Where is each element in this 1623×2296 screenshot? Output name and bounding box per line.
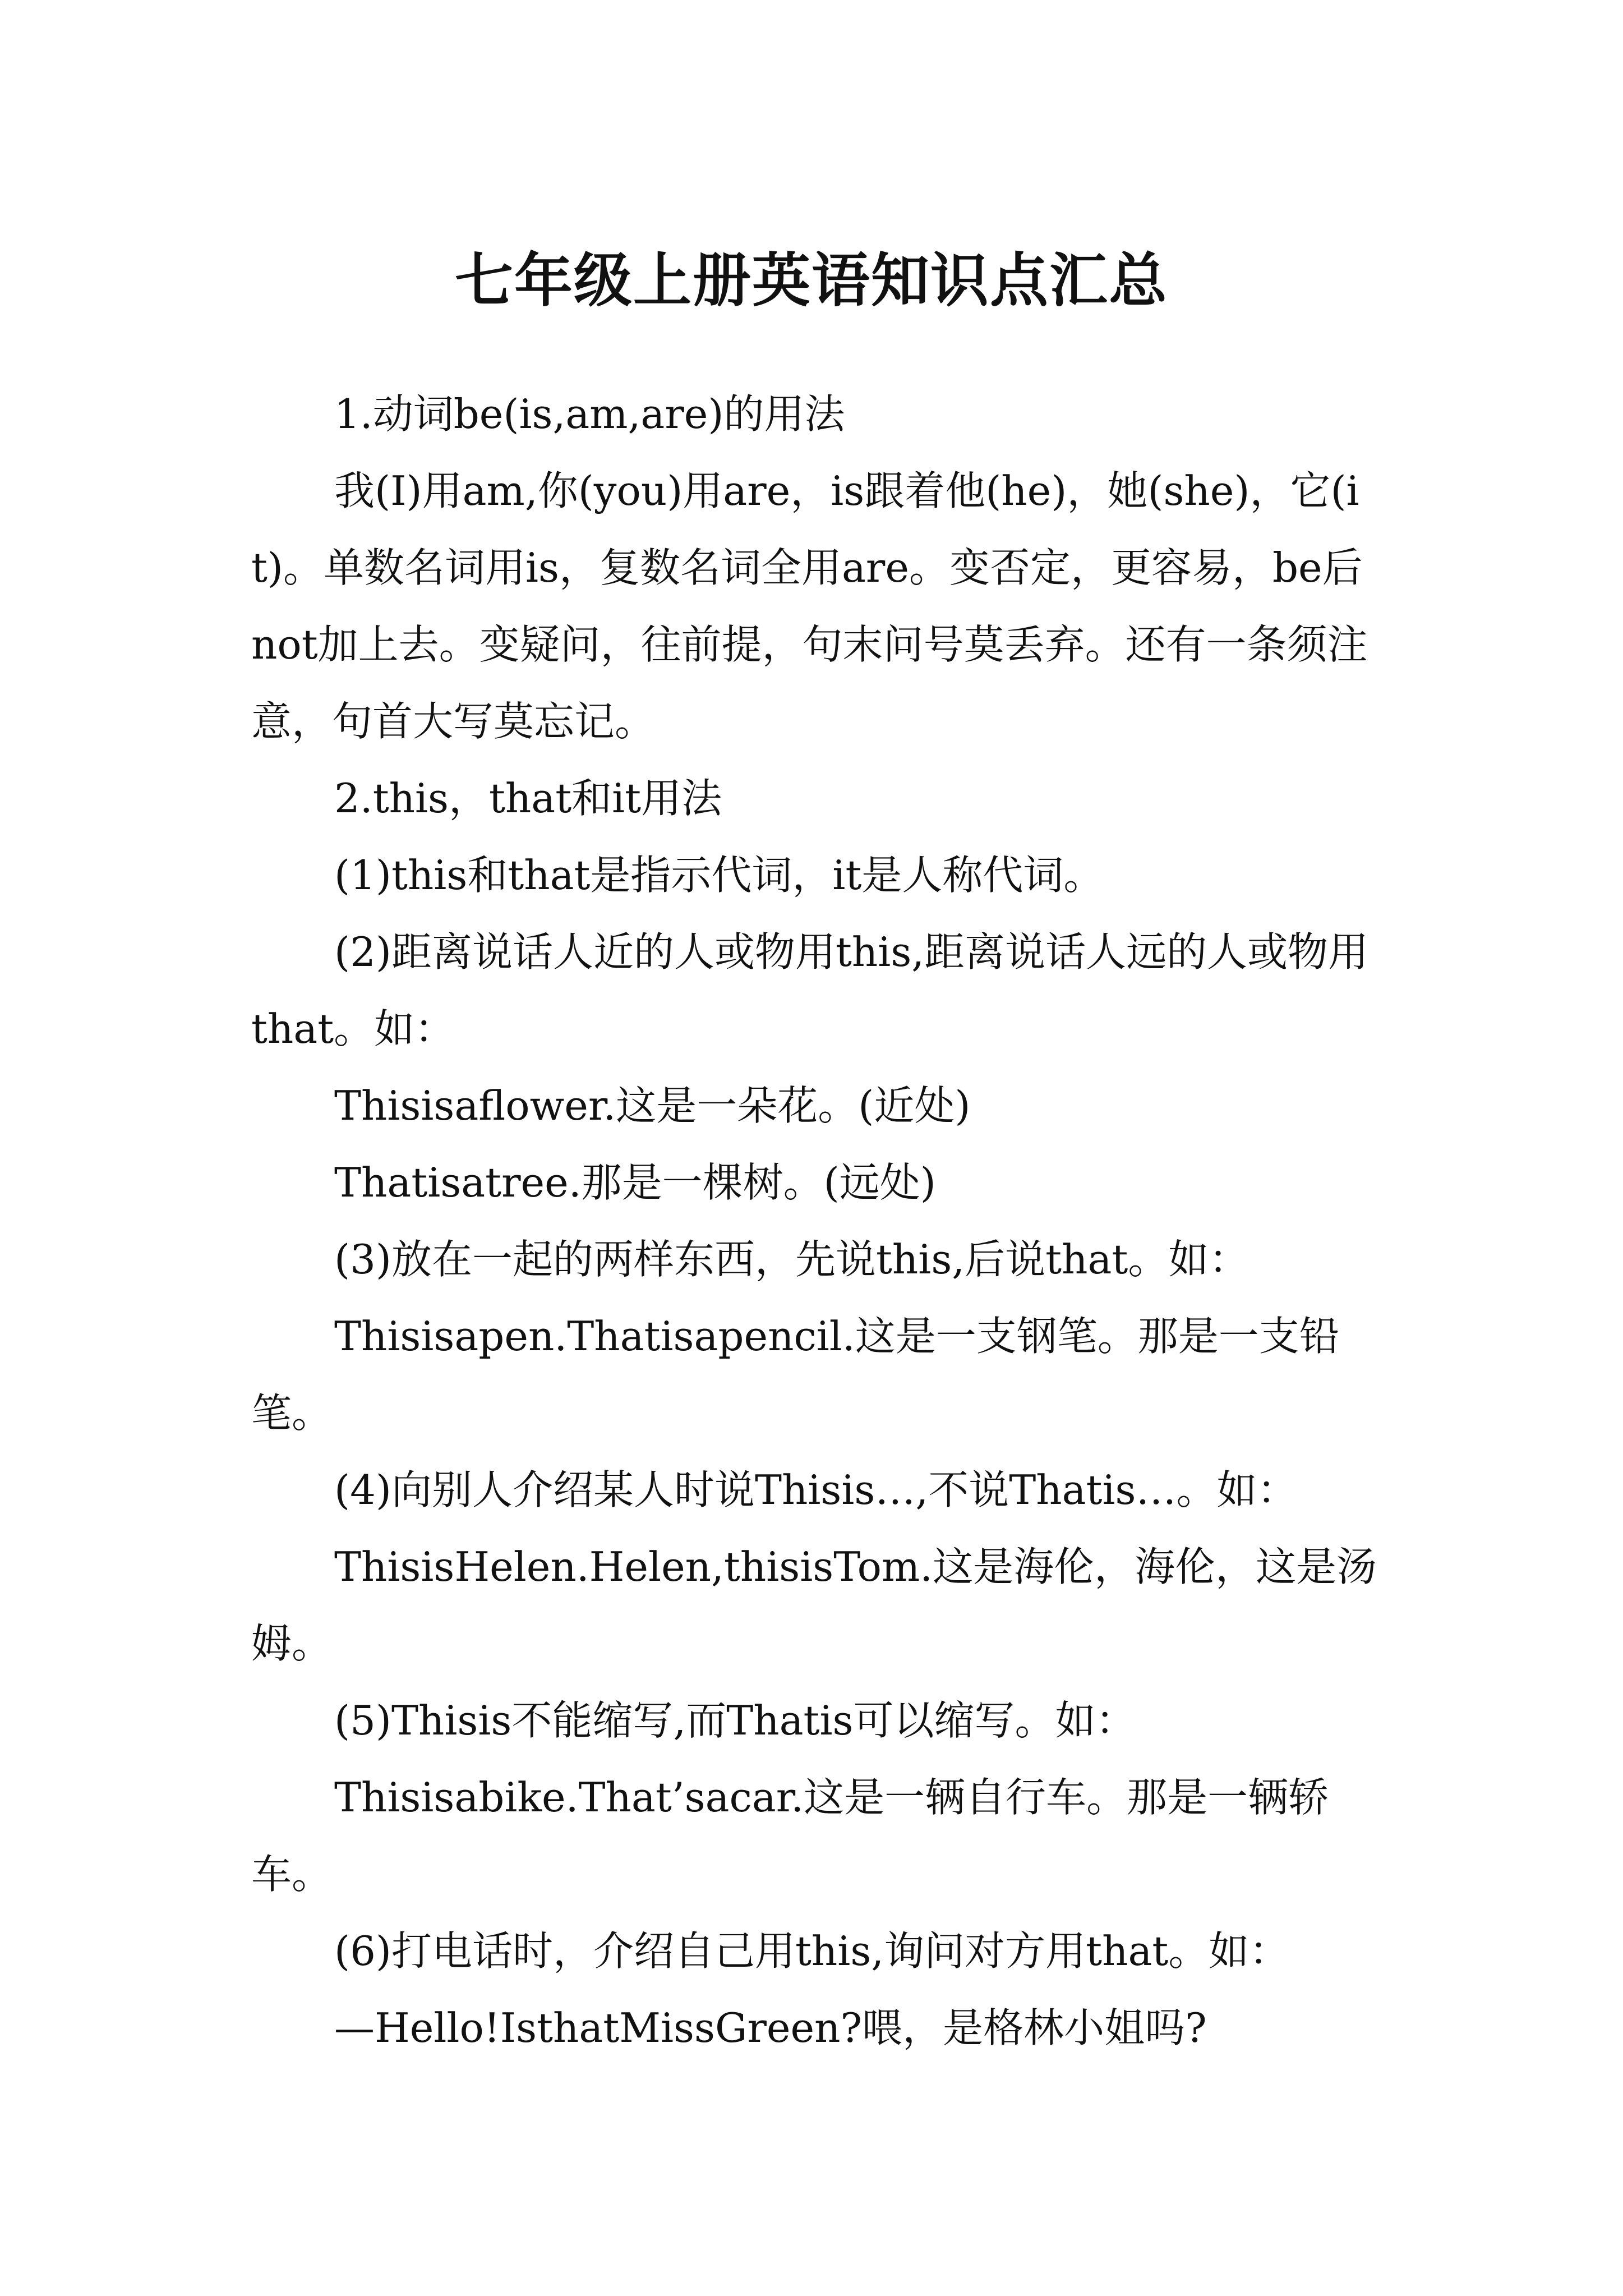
example-sentence: Thisisapen.Thatisapencil.这是一支钢笔。那是一支铅笔。 <box>251 1313 1340 1437</box>
example-sentence: Thisisabike.That’sacar.这是一辆自行车。那是一辆轿车。 <box>251 1774 1329 1898</box>
section-heading: 2.this，that和it用法 <box>334 775 722 822</box>
example-sentence: ThisisHelen.Helen,thisisTom.这是海伦，海伦，这是汤姆。 <box>251 1543 1377 1667</box>
example-sentence: Thatisatree.那是一棵树。(远处) <box>334 1159 936 1206</box>
document-body <box>251 376 1384 2067</box>
paragraph: (5)Thisis不能缩写,而Thatis可以缩写。如： <box>334 1697 1136 1744</box>
page-title: 七年级上册英语知识点汇总 <box>454 245 1168 315</box>
example-sentence: —Hello!IsthatMissGreen?喂，是格林小姐吗? <box>334 2004 1207 2051</box>
paragraph: (2)距离说话人近的人或物用this,距离说话人远的人或物用that。如： <box>251 928 1369 1052</box>
section-heading: 1.动词be(is,am,are)的用法 <box>334 390 845 438</box>
paragraph: (1)this和that是指示代词，it是人称代词。 <box>334 852 1104 899</box>
paragraph: 我(I)用am,你(you)用are，is跟着他(he)，她(she)，它(it)。单数名词用is，复数名词全用are。变否定，更容易，be后not加上去。变疑问，往前提，句末问号莫丢弃。还有一条须注意，句首大写莫忘记。 <box>251 467 1368 745</box>
paragraph: (6)打电话时，介绍自己用this,询问对方用that。如： <box>334 1927 1290 1975</box>
paragraph: (3)放在一起的两样东西，先说this,后说that。如： <box>334 1236 1249 1283</box>
paragraph: (4)向别人介绍某人时说Thisis…,不说Thatis…。如： <box>334 1466 1298 1513</box>
example-sentence: Thisisaflower.这是一朵花。(近处) <box>334 1082 971 1129</box>
